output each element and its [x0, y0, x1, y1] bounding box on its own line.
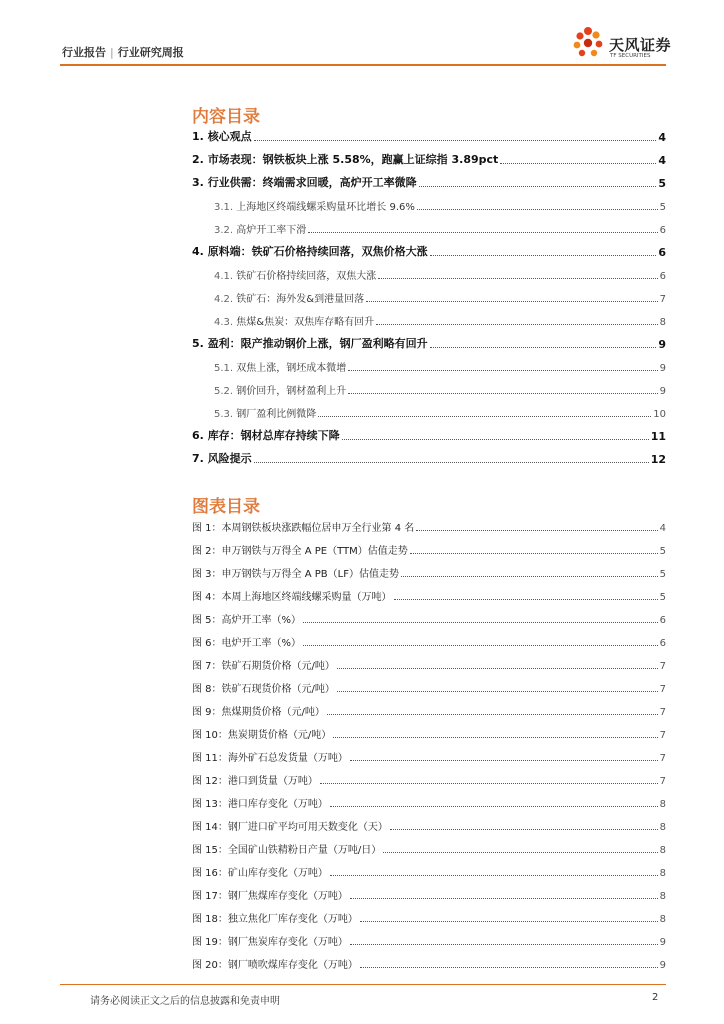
figure-entry[interactable]: 图 2：申万钢铁与万得全 A PE（TTM）估值走势 5: [192, 546, 666, 557]
figure-entry[interactable]: 图 18：独立焦化厂库存变化（万吨） 8: [192, 914, 666, 925]
page-header: [0, 0, 724, 70]
figure-entry[interactable]: 图 16：矿山库存变化（万吨） 8: [192, 868, 666, 879]
figure-entry[interactable]: 图 20：钢厂喷吹煤库存变化（万吨） 9: [192, 960, 666, 971]
figure-entry[interactable]: 图 14：钢厂进口矿平均可用天数变化（天） 8: [192, 822, 666, 833]
footer-disclaimer: 请务必阅读正文之后的信息披露和免责申明: [90, 996, 280, 1007]
toc-entry[interactable]: 5. 盈利：限产推动钢价上涨，钢厂盈利略有回升 9: [192, 337, 666, 351]
report-type: 行业报告: [62, 46, 106, 59]
figure-entry[interactable]: 图 9：焦煤期货价格（元/吨） 7: [192, 707, 666, 718]
figure-entry[interactable]: 图 6：电炉开工率（%） 6: [192, 638, 666, 649]
figure-entry[interactable]: 图 11：海外矿石总发货量（万吨） 7: [192, 753, 666, 764]
figure-entry[interactable]: 图 19：钢厂焦炭库存变化（万吨） 9: [192, 937, 666, 948]
toc-subentry[interactable]: 5.2. 钢价回升，钢材盈利上升 9: [214, 386, 666, 397]
toc-subentry[interactable]: 5.3. 钢厂盈利比例微降 10: [214, 409, 666, 420]
toc-entry[interactable]: 3. 行业供需：终端需求回暖，高炉开工率微降 5: [192, 176, 666, 190]
figure-entry[interactable]: 图 17：钢厂焦煤库存变化（万吨） 8: [192, 891, 666, 902]
flower-logo-icon: [568, 26, 608, 62]
figures-title: 图表目录: [192, 497, 260, 517]
figure-entry[interactable]: 图 1：本周钢铁板块涨跌幅位居申万全行业第 4 名 4: [192, 523, 666, 534]
report-subtype: 行业研究周报: [117, 46, 184, 59]
report-category: [62, 44, 184, 60]
figure-entry[interactable]: 图 7：铁矿石期货价格（元/吨） 7: [192, 661, 666, 672]
toc-subentry[interactable]: 4.2. 铁矿石：海外发&到港量回落 7: [214, 294, 666, 305]
toc-entry[interactable]: 7. 风险提示 12: [192, 452, 666, 466]
footer-rule: [60, 984, 666, 985]
figure-entry[interactable]: 图 15：全国矿山铁精粉日产量（万吨/日） 8: [192, 845, 666, 856]
header-rule: [60, 64, 666, 66]
figure-entry[interactable]: 图 8：铁矿石现货价格（元/吨） 7: [192, 684, 666, 695]
contents-title: 内容目录: [192, 107, 260, 127]
toc-subentry[interactable]: 3.1. 上海地区终端线螺采购量环比增长 9.6% 5: [214, 202, 666, 213]
toc-subentry[interactable]: 3.2. 高炉开工率下滑 6: [214, 225, 666, 236]
figure-entry[interactable]: 图 4：本周上海地区终端线螺采购量（万吨） 5: [192, 592, 666, 603]
figure-entry[interactable]: 图 5：高炉开工率（%） 6: [192, 615, 666, 626]
toc-subentry[interactable]: 4.1. 铁矿石价格持续回落，双焦大涨 6: [214, 271, 666, 282]
page-number: 2: [652, 992, 659, 1003]
figure-entry[interactable]: 图 3：申万钢铁与万得全 A PB（LF）估值走势 5: [192, 569, 666, 580]
toc-subentry[interactable]: 5.1. 双焦上涨，钢坯成本微增 9: [214, 363, 666, 374]
toc-entry[interactable]: 4. 原料端：铁矿石价格持续回落，双焦价格大涨 6: [192, 245, 666, 259]
toc-subentry[interactable]: 4.3. 焦煤&焦炭：双焦库存略有回升 8: [214, 317, 666, 328]
figure-entry[interactable]: 图 13：港口库存变化（万吨） 8: [192, 799, 666, 810]
figure-entry[interactable]: 图 12：港口到货量（万吨） 7: [192, 776, 666, 787]
toc-entry[interactable]: 2. 市场表现：钢铁板块上涨 5.58%，跑赢上证综指 3.89pct 4: [192, 153, 666, 167]
figure-entry[interactable]: 图 10：焦炭期货价格（元/吨） 7: [192, 730, 666, 741]
logo-chinese-name: 天风证券: [609, 36, 672, 54]
toc-entry[interactable]: 6. 库存：钢材总库存持续下降 11: [192, 429, 666, 443]
company-logo: [568, 26, 672, 62]
logo-english-name: TF SECURITIES: [610, 53, 651, 59]
toc-entry[interactable]: 1. 核心观点 4: [192, 130, 666, 144]
header-separator: |: [110, 46, 114, 59]
